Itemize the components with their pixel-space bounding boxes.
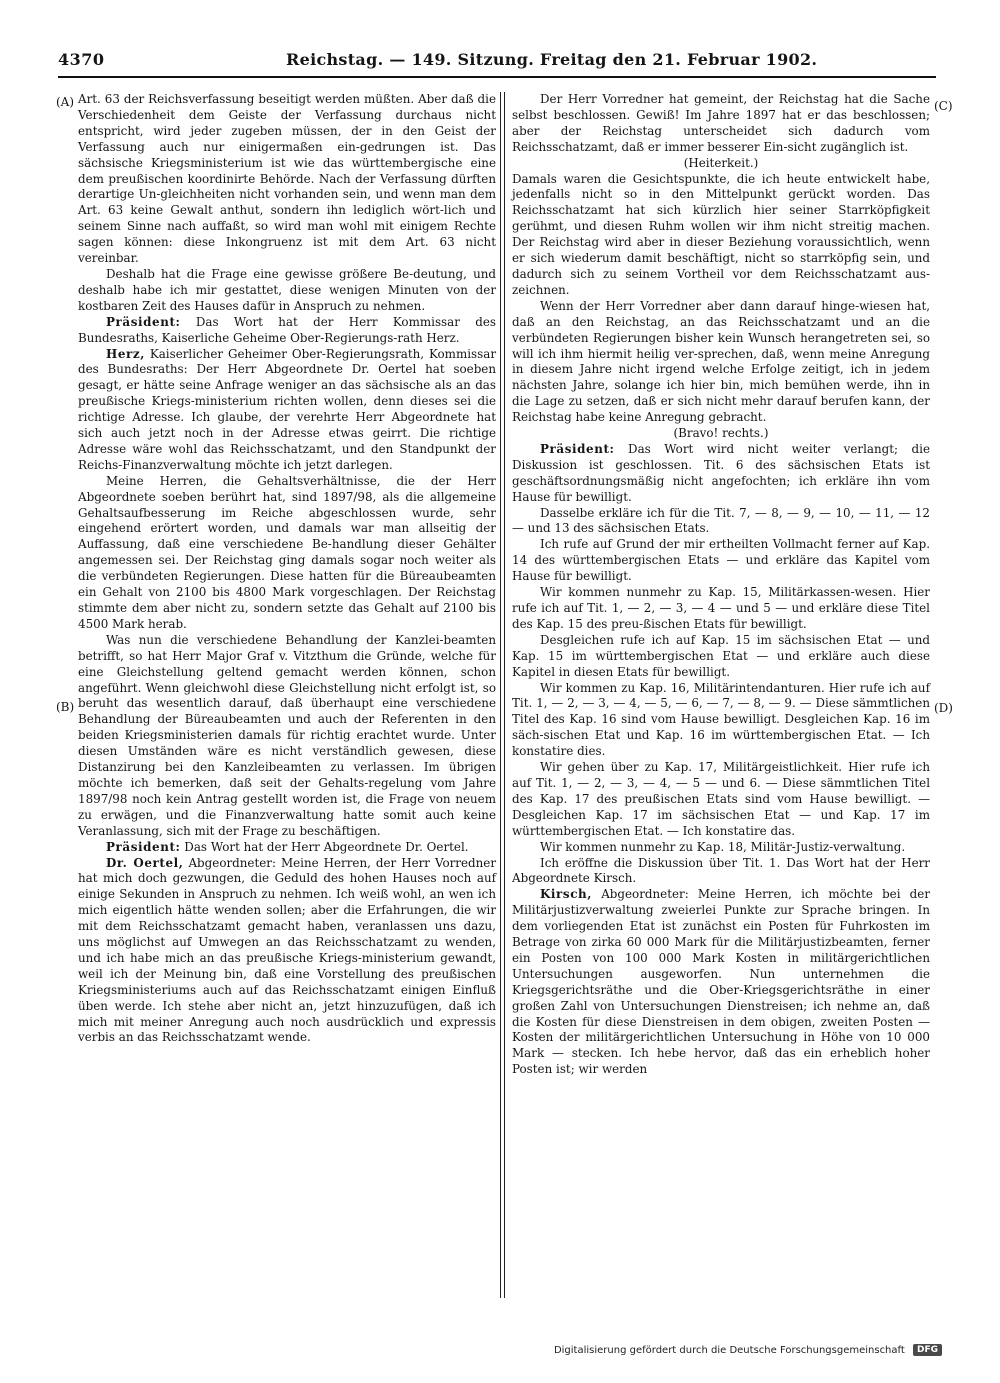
paragraph-text: Kaiserlicher Geheimer Ober-Regierungsrath, Kommissar des Bundesraths: Der Herr Abgeordnete Dr. Oertel hat soeben gesagt, er hätte seine Anfrage weniger an das sächsische als an das preußische Kriegs-ministerium richten wollen, denn dieses sei die richtige Adresse. Ich glaube, der verehrte Herr Abgeordnete hat sich auch jetzt noch in der Adresse etwas geirrt. Die richtige Adresse wäre wohl das Reichsschatzamt, und den Standpunkt der Reichs-Finanzverwaltung möchte ich jetzt darlegen. [78, 346, 496, 472]
paragraph-text: Das Wort hat der Herr Abgeordnete Dr. Oertel. [180, 839, 469, 854]
margin-mark-c: (C) [934, 99, 953, 113]
footer [554, 1344, 942, 1356]
paragraph-text: Damals waren die Gesichtspunkte, die ich heute entwickelt habe, jedenfalls nicht so in den Mittelpunkt gerückt worden. Das Reichsschatzamt hat sich kürzlich hier seiner Starrköpfigkeit gerühmt, und diesen Ruhm wollen wir ihm nicht streitig machen. Der Reichstag wird aber in dieser Beziehung voraussichtlich, wenn er sich wiederum damit beschäftigt, nicht so starrköpfig sein, und dadurch sich zu seinem Vortheil vor dem Reichsschatzamt aus-zeichnen. [512, 171, 930, 297]
paragraph-text: Das Wort wird nicht weiter verlangt; die Diskussion ist geschlossen. Tit. 6 des sächsischen Etats ist geschäftsordnungsmäßig nicht angefochten; ich erkläre ihn vom Hause für bewilligt. [512, 441, 930, 504]
margin-mark-d: (D) [934, 701, 953, 715]
paragraph-text: Meine Herren, die Gehaltsverhältnisse, die der Herr Abgeordnete soeben berührt hat, sind 1897/98, als die allgemeine Gehaltsaufbesserung im Reiche abgeschlossen wurde, sehr eingehend erörtert worden, und damals war man allseitig der Auffassung, daß eine verschiedene Be-handlung dieser Gehälter angemessen sei. Der Reichstag ging damals sogar noch weiter als die verbündeten Regierungen. Diese hatten für die Büreaubeamten ein Gehalt von 2100 bis 4800 Mark vorgeschlagen. Der Reichstag stimmte dem aber nicht zu, sondern setzte das Gehalt auf 2100 bis 4500 Mark herab. [78, 473, 496, 631]
paragraph [78, 267, 496, 315]
page-number: 4370 [58, 50, 105, 69]
margin-mark-b: (B) [56, 700, 75, 714]
paragraph-text: (Bravo! rechts.) [673, 426, 769, 441]
speaker-name: Präsident: [540, 441, 615, 456]
paragraph [512, 426, 930, 442]
paragraph [512, 172, 930, 299]
paragraph [512, 506, 930, 538]
paragraph [512, 585, 930, 633]
paragraph [78, 92, 496, 267]
paragraph [78, 474, 496, 633]
paragraph [78, 856, 496, 1047]
speaker-name: Präsident: [106, 839, 181, 854]
right-column [512, 92, 930, 1078]
paragraph [512, 92, 930, 156]
header-rule [58, 76, 936, 78]
paragraph [512, 633, 930, 681]
paragraph [78, 347, 496, 474]
page-title: Reichstag. — 149. Sitzung. Freitag den 21. Februar 1902. [286, 50, 818, 69]
paragraph [78, 633, 496, 840]
footer-text: Digitalisierung gefördert durch die Deutsche Forschungsgemeinschaft [553, 1345, 905, 1356]
paragraph [512, 299, 930, 426]
paragraph [512, 156, 930, 172]
paragraph [512, 537, 930, 585]
paragraph-text: Wir kommen nunmehr zu Kap. 15, Militärkassen-wesen. Hier rufe ich auf Tit. 1, — 2, — 3, — 4 — und 5 — und erkläre diese Titel des Kap. 15 des preu-ßischen Etats für bewilligt. [512, 585, 930, 631]
paragraph-text: Abgeordneter: Meine Herren, ich möchte bei der Militärjustizverwaltung zweierlei Punkte zur Sprache bringen. In dem vorliegenden Etat ist zunächst ein Posten für Fuhrkosten im Betrage von zirka 60 000 Mark für die Militärjustizbeamten, ferner ein Posten von 100 000 Mark Kosten in militärgerichtlichen Untersuchungen ausgeworfen. Nun unternehmen die Kriegsgerichtsräthe und die Ober-Kriegsgerichtsräthe in einer großen Zahl von Untersuchungen Dienstreisen; ich nehme an, daß die Kosten für diese Dienstreisen in dem obigen, zweiten Posten — Kosten der militärgerichtlichen Untersuchung in Höhe von 10 000 Mark — stecken. Ich hebe hervor, daß das ein erheblich hoher Posten ist; wir werden [512, 887, 930, 1077]
speaker-name: Dr. Oertel, [106, 855, 184, 870]
paragraph [512, 887, 930, 1078]
column-divider-inner [504, 92, 505, 1298]
paragraph [78, 840, 496, 856]
paragraph-text: Wir kommen zu Kap. 16, Militärintendanturen. Hier rufe ich auf Tit. 1, — 2, — 3, — 4, — 5, — 6, — 7, — 8, — 9. — Diese sämmtlichen Titel des Kap. 16 sind vom Hause bewilligt. Desgleichen Kap. 16 im säch-sischen Etat und Kap. 16 im württembergischen Etat. — Ich konstatire dies. [512, 680, 930, 759]
paragraph-text: Deshalb hat die Frage eine gewisse größere Be-deutung, und deshalb habe ich mir gestattet, diese wenigen Minuten von der kostbaren Zeit des Hauses dafür in Anspruch zu nehmen. [78, 266, 496, 313]
paragraph-text: Der Herr Vorredner hat gemeint, der Reichstag hat die Sache selbst beschlossen. Gewiß! Im Jahre 1897 hat er das beschlossen; aber der Reichstag unterscheidet sich dadurch vom Reichsschatzamt, daß er immer besserer Ein-sicht zugänglich ist. [512, 92, 930, 154]
paragraph [512, 681, 930, 761]
column-divider [500, 92, 501, 1298]
paragraph-text: Das Wort hat der Herr Kommissar des Bundesraths, Kaiserliche Geheime Ober-Regierungs-rath Herz. [78, 314, 496, 345]
paragraph-text: (Heiterkeit.) [683, 155, 759, 170]
paragraph [512, 760, 930, 840]
paragraph-text: Ich eröffne die Diskussion über Tit. 1. Das Wort hat der Herr Abgeordnete Kirsch. [512, 855, 930, 886]
page-header [58, 46, 936, 76]
paragraph-text: Abgeordneter: Meine Herren, der Herr Vorredner hat mich doch gezwungen, die Geduld des hohen Hauses noch auf einige Sekunden in Anspruch zu nehmen. Ich weiß wohl, an wen ich mich eigentlich hätte wenden sollen; aber die Erfahrungen, die wir mit dem Reichsschatzamt gemacht haben, veranlassen uns dazu, uns möglichst auf Umwegen an das Reichsschatzamt zu wenden, und ich habe mich an das preußische Kriegs-ministerium gewandt, weil ich der Meinung bin, daß eine Vorstellung des preußischen Kriegsministeriums auch auf das Reichsschatzamt einigen Einfluß üben werde. Ich stehe aber nicht an, jetzt hinzuzufügen, daß ich mich mit meiner Anregung auch noch ausdrücklich und expressis verbis an das Reichsschatzamt wende. [78, 855, 497, 1045]
speaker-name: Präsident: [106, 314, 181, 329]
paragraph [512, 840, 930, 856]
paragraph [512, 856, 930, 888]
dfg-logo-icon: DFG [913, 1344, 942, 1356]
paragraph-text: Was nun die verschiedene Behandlung der Kanzlei-beamten betrifft, so hat Herr Major Graf v. Vitzthum die Gründe, welche für eine Gleichstellung geltend gemacht werden können, schon angeführt. Wenn gleichwohl diese Gleichstellung nicht erfolgt ist, so beruht das wesentlich darauf, daß überhaupt eine verschiedene Behandlung der Büreaubeamten und auch der Referenten in den beiden Kriegsministerien damals für richtig erachtet wurde. Unter diesen Umständen wäre es nicht verständlich gewesen, diese Distanzirung bei den Kanzleibeamten zu verlassen. Im übrigen möchte ich bemerken, daß seit der Gehalts-regelung vom Jahre 1897/98 noch kein Antrag gestellt worden ist, die Frage von neuem zu erwägen, und die Finanzverwaltung hatte somit auch keine Veranlassung, sich mit der Frage zu beschäftigen. [78, 632, 496, 838]
paragraph-text: Wir kommen nunmehr zu Kap. 18, Militär-Justiz-verwaltung. [540, 839, 906, 854]
paragraph-text: Art. 63 der Reichsverfassung beseitigt werden müßten. Aber daß die Verschiedenheit dem Geiste der Verfassung durchaus nicht entspricht, wird jeder zugeben müssen, der in den Geist der Verfassung auch nur einigermaßen ein-gedrungen ist. Das sächsische Kriegsministerium ist wie das württembergische eine dem preußischen koordinirte Behörde. Nach der Verfassung dürften derartige Un-gleichheiten nicht vorhanden sein, und wenn man dem Art. 63 keine Gewalt anthut, sondern ihn lediglich wört-lich und seinem Sinne nach auffaßt, so wird man wohl mit einigem Rechte sagen können: diese Inkongruenz ist mit dem Art. 63 nicht vereinbar. [78, 92, 496, 266]
paragraph [512, 442, 930, 506]
paragraph-text: Dasselbe erkläre ich für die Tit. 7, — 8, — 9, — 10, — 11, — 12 — und 13 des sächsischen Etats. [512, 505, 930, 536]
paragraph [78, 315, 496, 347]
speaker-name: Kirsch, [540, 887, 593, 902]
left-column [78, 92, 496, 1046]
paragraph-text: Ich rufe auf Grund der mir ertheilten Vollmacht ferner auf Kap. 14 des württembergischen Etats — und erkläre das Kapitel vom Hause für bewilligt. [512, 537, 930, 584]
paragraph-text: Wir gehen über zu Kap. 17, Militärgeistlichkeit. Hier rufe ich auf Tit. 1, — 2, — 3, — 4, — 5 — und 6. — Diese sämmtlichen Titel des Kap. 17 des preußischen Etats sind vom Hause bewilligt. — Desgleichen Kap. 17 im sächsischen Etat — und Kap. 17 im württembergischen Etat. — Ich konstatire das. [512, 760, 930, 838]
margin-mark-a: (A) [56, 95, 75, 109]
paragraph-text: Desgleichen rufe ich auf Kap. 15 im sächsischen Etat — und Kap. 15 im württembergischen Etat — und erkläre auch diese Kapitel in diesen Etats für bewilligt. [512, 632, 930, 679]
speaker-name: Herz, [106, 346, 145, 361]
paragraph-text: Wenn der Herr Vorredner aber dann darauf hinge-wiesen hat, daß an den Reichstag, an das Reichsschatzamt und an die verbündeten Regierungen bisher kein Wunsch herangetreten sei, so will ich ihm hiermit heilig ver-sprechen, daß, wenn meine Anregung in diesem Jahre nicht irgend welche Erfolge zeitigt, ich in jedem nächsten Jahre, solange ich hier bin, mich bemühen werde, ihn in die Lage zu setzen, daß er sich nicht mehr darauf berufen kann, der Reichstag habe keine Anregung gebracht. [512, 298, 930, 425]
